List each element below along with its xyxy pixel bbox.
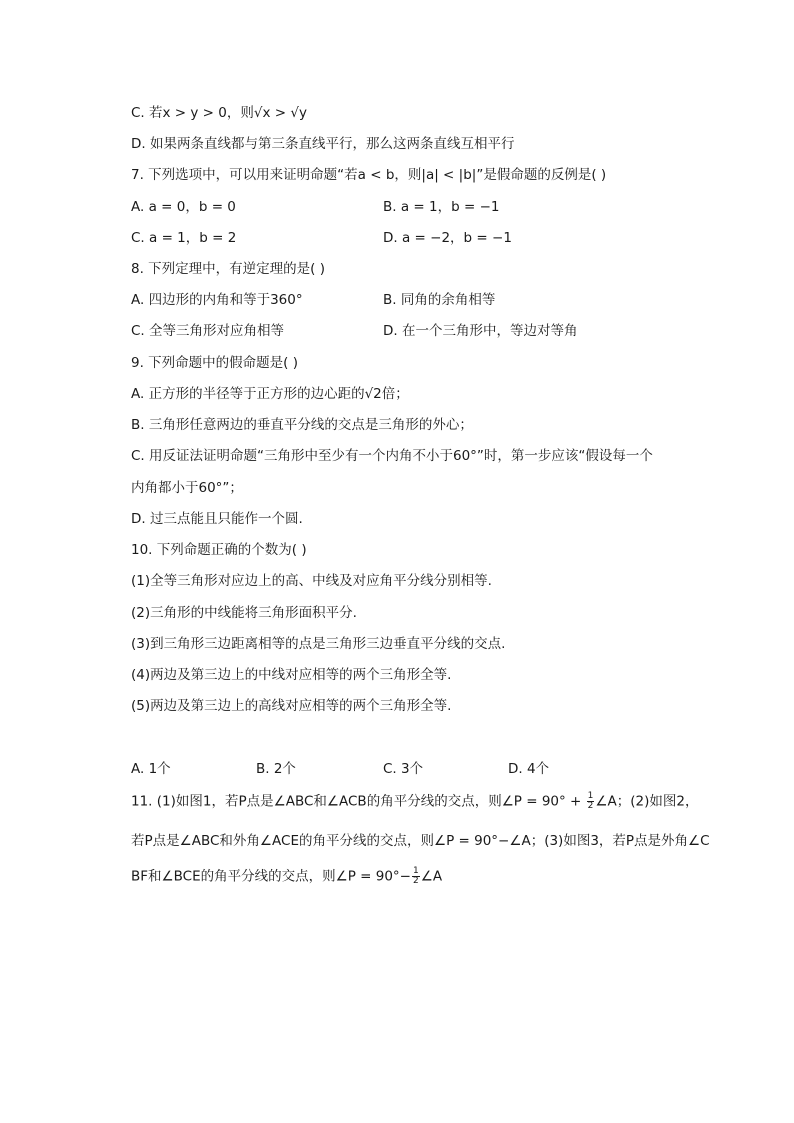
q10-option-c: C. 3个	[383, 761, 424, 777]
fraction-one-half	[587, 792, 595, 811]
q10-stem: 10. 下列命题正确的个数为( )	[131, 542, 307, 558]
q7-option-d: D. a = −2，b = −1	[383, 230, 512, 246]
q10-statement-3: (3)到三角形三边距离相等的点是三角形三边垂直平分线的交点.	[131, 636, 506, 652]
q6-option-d: D. 如果两条直线都与第三条直线平行，那么这两条直线互相平行	[131, 136, 515, 152]
q10-option-b: B. 2个	[256, 761, 296, 777]
q7-option-a: A. a = 0，b = 0	[131, 199, 236, 215]
q8-option-a: A. 四边形的内角和等于360°	[131, 292, 303, 308]
fraction-denominator: 2	[413, 876, 419, 886]
q11-line-1-part-b: ∠A；(2)如图2，	[595, 793, 699, 810]
q9-option-b: B. 三角形任意两边的垂直平分线的交点是三角形的外心；	[131, 417, 473, 433]
fraction-numerator: 1	[587, 791, 594, 801]
q10-statement-1: (1)全等三角形对应边上的高、中线及对应角平分线分别相等.	[131, 573, 492, 589]
q11-line-1-part-a: 11. (1)如图1，若P点是∠ABC和∠ACB的角平分线的交点，则∠P = 90° +	[131, 793, 586, 810]
q8-option-b: B. 同角的余角相等	[383, 292, 496, 308]
q11-line-1	[131, 792, 698, 811]
q10-statement-4: (4)两边及第三边上的中线对应相等的两个三角形全等.	[131, 667, 452, 683]
q11-line-3	[131, 867, 442, 886]
q8-option-c: C. 全等三角形对应角相等	[131, 323, 285, 339]
q11-line-3-part-a: BF和∠BCE的角平分线的交点，则∠P = 90°−	[131, 868, 411, 885]
q8-option-d: D. 在一个三角形中，等边对等角	[383, 323, 578, 339]
q9-option-c-line2: 内角都小于60°”；	[131, 480, 243, 496]
q9-option-d: D. 过三点能且只能作一个圆.	[131, 511, 303, 527]
q9-option-c-line1: C. 用反证法证明命题“三角形中至少有一个内角不小于60°”时，第一步应该“假设每一个	[131, 448, 653, 464]
q10-option-d: D. 4个	[508, 761, 550, 777]
q9-stem: 9. 下列命题中的假命题是( )	[131, 355, 298, 371]
q10-statement-2: (2)三角形的中线能将三角形面积平分.	[131, 605, 357, 621]
q6-option-c: C. 若x > y > 0，则√x > √y	[131, 105, 307, 121]
q10-statement-5: (5)两边及第三边上的高线对应相等的两个三角形全等.	[131, 698, 452, 714]
q9-option-a: A. 正方形的半径等于正方形的边心距的√2倍；	[131, 386, 409, 402]
q7-stem: 7. 下列选项中，可以用来证明命题“若a < b，则|a| < |b|”是假命题的反例是( )	[131, 167, 607, 183]
q11-line-2: 若P点是∠ABC和外角∠ACE的角平分线的交点，则∠P = 90°−∠A；(3)如图3，若P点是外角∠C	[131, 833, 710, 849]
q10-option-a: A. 1个	[131, 761, 171, 777]
q11-line-3-part-b: ∠A	[420, 868, 443, 885]
q7-option-c: C. a = 1，b = 2	[131, 230, 237, 246]
fraction-one-half	[412, 867, 420, 886]
q8-stem: 8. 下列定理中，有逆定理的是( )	[131, 261, 325, 277]
fraction-numerator: 1	[413, 866, 419, 876]
q7-option-b: B. a = 1，b = −1	[383, 199, 500, 215]
fraction-denominator: 2	[587, 801, 594, 811]
